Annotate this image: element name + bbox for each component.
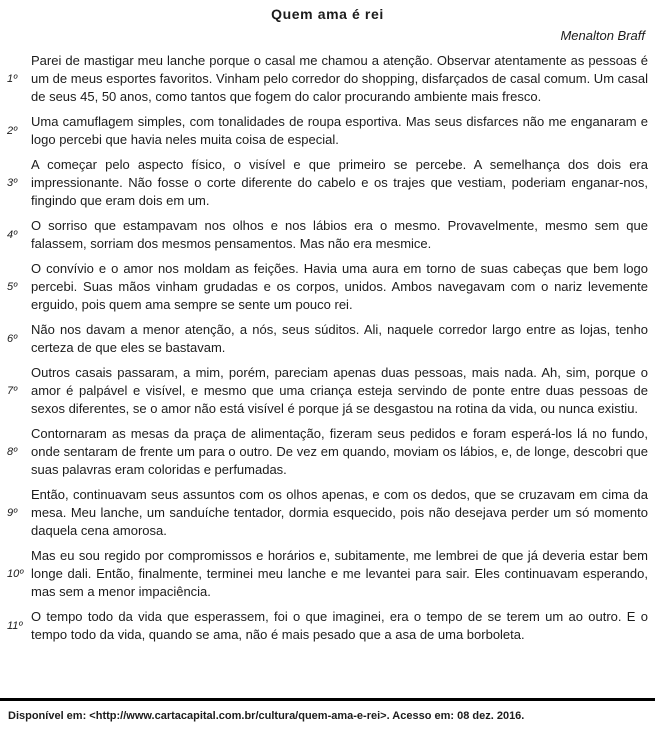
paragraph-number: 7º	[7, 385, 18, 397]
paragraph-number: 5º	[7, 281, 18, 293]
paragraph-text: A começar pelo aspecto físico, o visível e que primeiro se percebe. A semelhança dos dois era impressionante. Não fosse o corte diferente do cabelo e os trajes que vestiam, poderiam enganar-nos, fingindo que eram dois em um.	[31, 157, 648, 208]
paragraph-row	[0, 156, 655, 210]
paragraph-text: Uma camuflagem simples, com tonalidades de roupa esportiva. Mas seus disfarces não me enganaram e logo percebi que havia neles muita coisa de especial.	[31, 114, 648, 147]
paragraph-text: Parei de mastigar meu lanche porque o casal me chamou a atenção. Observar atentamente as pessoas é um de meus esportes favoritos. Vinham pelo corredor do shopping, disfarçados de casal comum. Um casal de seus 45, 50 anos, como tantos que fogem do calor procurando ambiente mais fresco.	[31, 53, 648, 104]
paragraph-text: Não nos davam a menor atenção, a nós, seus súditos. Ali, naquele corredor largo entre as lojas, tenho certeza de que eles se bastavam.	[31, 322, 648, 355]
paragraph-number: 8º	[7, 446, 18, 458]
paragraph-row	[0, 113, 655, 149]
paragraph-row	[0, 364, 655, 418]
paragraph-number: 2º	[7, 125, 18, 137]
paragraph-row	[0, 547, 655, 601]
paragraph-text: Então, continuavam seus assuntos com os olhos apenas, e com os dedos, que se cruzavam em cima da mesa. Meu lanche, um sanduíche tentador, dormia esquecido, pois não desejava perder um só momento daquela cena amorosa.	[31, 487, 648, 538]
paragraph-text: Contornaram as mesas da praça de alimentação, fizeram seus pedidos e foram esperá-los lá no fundo, onde sentaram de frente um para o outro. De vez em quando, moviam os lábios, e, de longe, descobri que suas palavras eram coloridas e perfumadas.	[31, 426, 648, 477]
paragraph-text: Outros casais passaram, a mim, porém, pareciam apenas duas pessoas, mais nada. Ah, sim, porque o amor é palpável e visível, e mesmo que uma criança esteja servindo de ponte entre duas pessoas de sexos diferentes, se o amor não está visível é porque já se desgastou na rotina da vida, ou nunca existiu.	[31, 365, 648, 416]
paragraph-row	[0, 425, 655, 479]
paragraph-number: 3º	[7, 177, 18, 189]
article-author: Menalton Braff	[560, 28, 645, 43]
paragraph-row	[0, 608, 655, 644]
paragraph-row	[0, 486, 655, 540]
source-footer	[0, 698, 655, 730]
paragraph-row	[0, 217, 655, 253]
article-body	[0, 52, 655, 644]
paragraph-number: 10º	[7, 568, 24, 580]
paragraph-number: 1º	[7, 73, 18, 85]
paragraph-text: O sorriso que estampavam nos olhos e nos lábios era o mesmo. Provavelmente, mesmo sem que falassem, sorriam dos mesmos pensamentos. Mas não era mesmice.	[31, 218, 648, 251]
article-title: Quem ama é rei	[271, 6, 384, 22]
paragraph-row	[0, 321, 655, 357]
paragraph-row	[0, 260, 655, 314]
paragraph-number: 9º	[7, 507, 18, 519]
source-citation: Disponível em: <http://www.cartacapital.com.br/cultura/quem-ama-e-rei>. Acesso em: 08 dez. 2016.	[8, 710, 525, 722]
paragraph-text: Mas eu sou regido por compromissos e horários e, subitamente, me lembrei de que já deveria estar bem longe dali. Então, finalmente, terminei meu lanche e me levantei para sair. Eles continuavam esperando, mas sem a menor impaciência.	[31, 548, 648, 599]
paragraph-row	[0, 52, 655, 106]
paragraph-text: O tempo todo da vida que esperassem, foi o que imaginei, era o tempo de se terem um ao outro. E o tempo todo da vida, quando se ama, não é mais pesado que a asa de uma borboleta.	[31, 609, 648, 642]
paragraph-text: O convívio e o amor nos moldam as feições. Havia uma aura em torno de suas cabeças que bem logo percebi. Suas mãos vinham grudadas e os corpos, unidos. Ambos navegavam com o nariz levemente erguido, pois quem ama sempre se sente um pouco rei.	[31, 261, 648, 312]
paragraph-number: 6º	[7, 333, 18, 345]
paragraph-number: 11º	[7, 620, 23, 632]
paragraph-number: 4º	[7, 229, 18, 241]
